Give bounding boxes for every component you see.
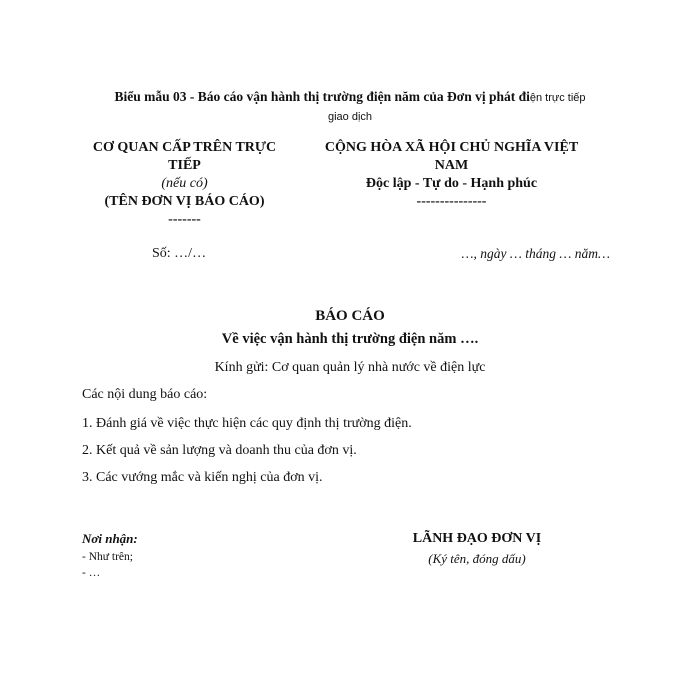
national-title-line1: CỘNG HÒA XÃ HỘI CHỦ NGHĨA VIỆT	[324, 140, 579, 155]
report-title: BÁO CÁO	[315, 308, 385, 324]
right-header	[300, 139, 603, 211]
form-title-tail: ện trực tiếp	[529, 92, 586, 104]
form-title-bold: Biểu mẫu 03 - Báo cáo vận hành thị trường điện năm của Đơn vị phát đi	[114, 89, 530, 104]
national-title-line2: NAM	[434, 158, 469, 173]
report-subject: Về việc vận hành thị trường điện năm ….	[221, 331, 479, 347]
document-date: …, ngày … tháng … năm…	[461, 246, 610, 261]
agency-line2: TIẾP	[168, 158, 201, 173]
form-title	[80, 88, 620, 126]
left-header	[82, 139, 287, 229]
report-recipient: Kính gửi: Cơ quan quản lý nhà nước về điện lực	[214, 360, 486, 375]
recipients-label: Nơi nhận:	[82, 531, 138, 546]
right-divider: ---------------	[416, 194, 487, 209]
document-number: Số: …/…	[152, 246, 207, 261]
left-divider: -------	[168, 212, 201, 227]
recipients-item: - …	[82, 567, 101, 579]
content-item-1: 1. Đánh giá về việc thực hiện các quy định thị trường điện.	[82, 416, 412, 431]
content-intro: Các nội dung báo cáo:	[82, 387, 208, 402]
form-title-second-line: giao dịch	[327, 111, 373, 123]
content-item-2: 2. Kết quả về sản lượng và doanh thu của đơn vị.	[82, 443, 357, 458]
signature-title: LÃNH ĐẠO ĐƠN VỊ	[412, 531, 542, 546]
agency-optional: (nếu có)	[161, 176, 208, 191]
recipients-list	[82, 549, 133, 581]
recipients-item: - Như trên;	[82, 551, 133, 563]
content-item-3: 3. Các vướng mắc và kiến nghị của đơn vị.	[82, 470, 323, 485]
signature-note: (Ký tên, đóng dấu)	[428, 551, 526, 566]
agency-line1: CƠ QUAN CẤP TRÊN TRỰC	[92, 140, 277, 155]
national-motto: Độc lập - Tự do - Hạnh phúc	[365, 176, 538, 191]
reporting-unit-name: (TÊN ĐƠN VỊ BÁO CÁO)	[104, 194, 265, 209]
